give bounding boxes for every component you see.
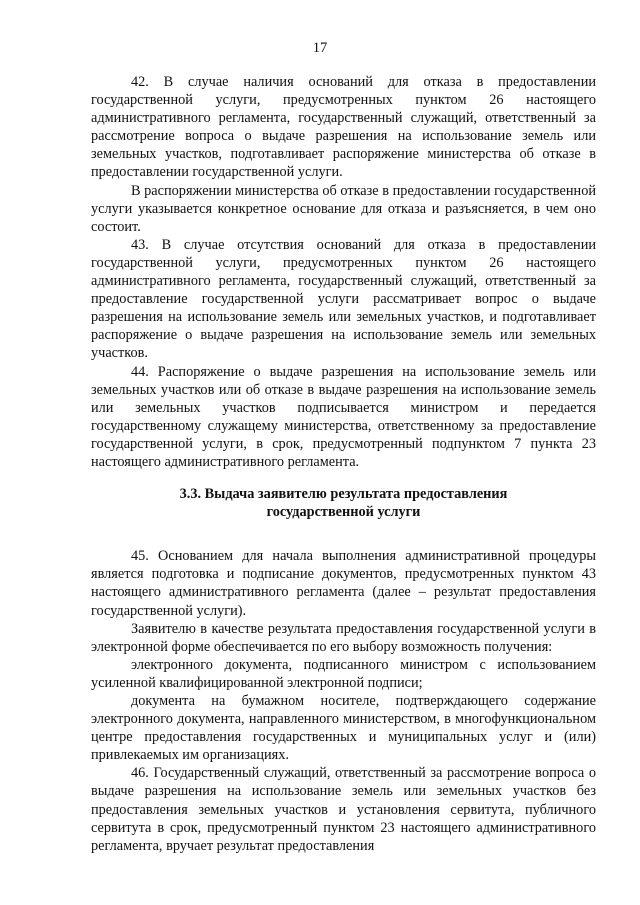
section-heading-line-2: государственной услуги	[266, 504, 421, 521]
paragraph-42: 42. В случае наличия оснований для отказа в предоставлении государственной услуги, предусмотренных пунктом 26 настоящего административного регламента, государственный служащий, ответственный за рассмотрение вопроса о выдаче разрешения на использование земель или земельных участков, подготавливает распоряжение министерства об отказе в предоставлении государственной услуги.	[91, 74, 596, 181]
paragraph-45-paper-document: документа на бумажном носителе, подтверждающего содержание электронного документа, направленного министерством, в многофункциональном центре предоставления государственных и муниципальных услуг и (или) привлекаемых им организациях.	[91, 693, 596, 764]
section-heading-line-1: 3.3. Выдача заявителю результата предоставления	[179, 486, 508, 503]
paragraph-45-result-options: Заявителю в качестве результата предоставления государственной услуги в электронной форме обеспечивается по его выбору возможность получения:	[91, 620, 596, 655]
paragraph-45: 45. Основанием для начала выполнения административной процедуры является подготовка и подписание документов, предусмотренных пунктом 43 настоящего административного регламента (далее – результат предоставления государственной услуги).	[91, 548, 596, 619]
paragraph-45-electronic-document: электронного документа, подписанного министром с использованием усиленной квалифицированной электронной подписи;	[91, 656, 596, 691]
paragraph-43: 43. В случае отсутствия оснований для отказа в предоставлении государственной услуги, предусмотренных пунктом 26 настоящего административного регламента, государственный служащий, ответственный за предоставление государственной услуги рассматривает вопрос о выдаче разрешения на использование земель или земельных участков, и подготавливает распоряжение о выдаче разрешения на использование земель или земельных участков.	[91, 236, 596, 362]
document-body	[91, 73, 596, 855]
section-heading-3-3	[91, 485, 596, 521]
paragraph-46: 46. Государственный служащий, ответственный за рассмотрение вопроса о выдаче разрешения на использование земель или земельных участков без предоставления земельных участков и установления сервитута, публичного сервитута в срок, предусмотренный пунктом 23 настоящего административного регламента, вручает результат предоставления	[91, 765, 596, 854]
page-number: 17	[312, 40, 328, 56]
paragraph-42-refusal-basis: В распоряжении министерства об отказе в предоставлении государственной услуги указывается конкретное основание для отказа и разъясняется, в чем оно состоит.	[91, 182, 596, 235]
paragraph-44: 44. Распоряжение о выдаче разрешения на использование земель или земельных участков или об отказе в выдаче разрешения на использование земель или земельных участков подписывается министром и передается государственному служащему министерства, ответственному за предоставление государственной услуги, в срок, предусмотренный подпунктом 7 пункта 23 настоящего административного регламента.	[91, 363, 596, 470]
